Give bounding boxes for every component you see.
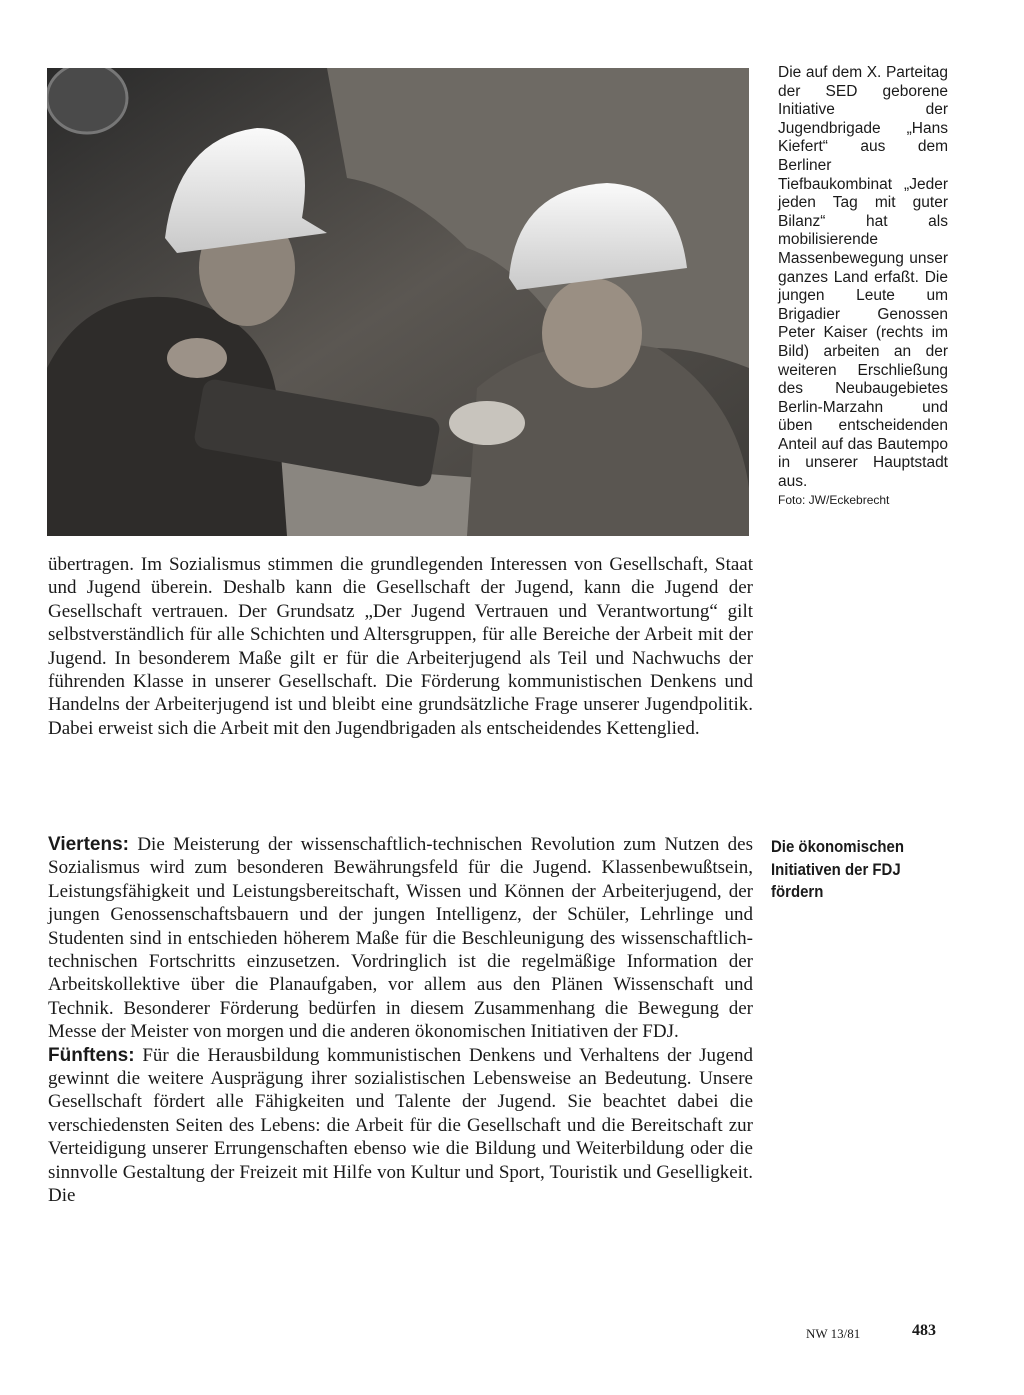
caption-text: Die auf dem X. Parteitag der SED geborene Initiative der Jugendbrigade „Hans Kiefert“ aus dem Berliner Tiefbaukombinat „Jeder jeden Tag mit guter Bilanz“ hat als mobilisierende Massenbewegung unser ganzes Land erfaßt. Die jungen Leute um Brigadier Genossen Peter Kaiser (rechts im Bild) arbeiten an der weiteren Erschließung des Neubaugebietes Berlin-Marzahn und üben entscheidenden Anteil auf das Bautempo in unserer Hauptstadt aus.	[778, 64, 948, 491]
viertens-lead: Viertens:	[48, 834, 129, 855]
page-number: 483	[912, 1322, 936, 1339]
photo-caption	[778, 64, 948, 508]
pipe-fitting	[47, 68, 127, 133]
paragraph-fuenftens	[48, 1044, 753, 1208]
hand-left	[167, 338, 227, 378]
paragraph-text: übertragen. Im Sozialismus stimmen die grundlegenden Interessen von Gesellschaft, Staat und Jugend überein. Deshalb kann die Gesellschaft der Jugend, kann die Jugend der Gesellschaft vertrauen. Der Grundsatz „Der Jugend Vertrauen und Verantwortung“ gilt selbstverständlich für alle Schichten und Altersgruppen, für alle Bereiche der Arbeit mit der Jugend. In besonderem Maße gilt er für die Arbeiterjugend als Teil und Nachwuchs der führenden Klasse in unserer Gesellschaft. Die Förderung kommunistischen Denkens und Handelns der Arbeiterjugend ist und bleibt eine grundsätzliche Frage unserer Jugendpolitik. Dabei erweist sich die Arbeit mit den Jugendbrigaden als entscheidendes Kettenglied.	[48, 554, 753, 739]
article-paragraph-1	[48, 553, 753, 740]
construction-workers-photo	[47, 68, 749, 536]
photo-credit: Foto: JW/Eckebrecht	[778, 492, 890, 507]
marginal-heading: Die ökonomischen Initiativen der FDJ fördern	[771, 837, 905, 901]
issue-folio: NW 13/81	[806, 1326, 861, 1341]
fuenftens-text: Für die Herausbildung kommunistischen Denkens und Verhaltens der Jugend gewinnt die weitere Ausprägung ihrer sozialistischen Lebensweise an Bedeutung. Unsere Gesellschaft fördert alle Fähigkeiten und Talente der Jugend. Sie beachtet dabei die verschiedensten Seiten des Lebens: die Arbeit für die Gesellschaft und die Bereitschaft zur Verteidigung unserer Errungenschaften ebenso wie die Bildung und Weiterbildung oder die sinnvolle Gestaltung der Freizeit mit Hilfe von Kultur und Sport, Touristik und Geselligkeit. Die	[48, 1044, 753, 1207]
viertens-text: Die Meisterung der wissenschaftlich-technischen Revolution zum Nutzen des Sozialismus wird zum besonderen Bewährungsfeld für die Jugend. Klassenbewußtsein, Leistungsfähigkeit und Leistungsbereitschaft, Wissen und Können der Arbeiterjugend, der jungen Genossenschaftsbauern und der jungen Intelligenz, der Schüler, Lehrlinge und Studenten sind in entschieden höherem Maße für die Beschleunigung des wissenschaftlich-technischen Fortschritts einzusetzen. Vordringlich ist die regelmäßige Information der Arbeitskollektive über die Planaufgaben, vor allem aus den Plänen Wissenschaft und Technik. Besonderer Förderung bedürfen in diesem Zusammenhang die Bewegung der Messe der Meister von morgen und die anderen ökonomischen Initiativen der FDJ.	[48, 834, 753, 1043]
glove-right	[449, 401, 525, 445]
fuenftens-lead: Fünftens:	[48, 1044, 135, 1066]
paragraph-viertens	[48, 833, 753, 1044]
photo-illustration	[47, 68, 749, 536]
worker-right-face	[542, 278, 642, 388]
article-section-4-5	[48, 833, 753, 1208]
